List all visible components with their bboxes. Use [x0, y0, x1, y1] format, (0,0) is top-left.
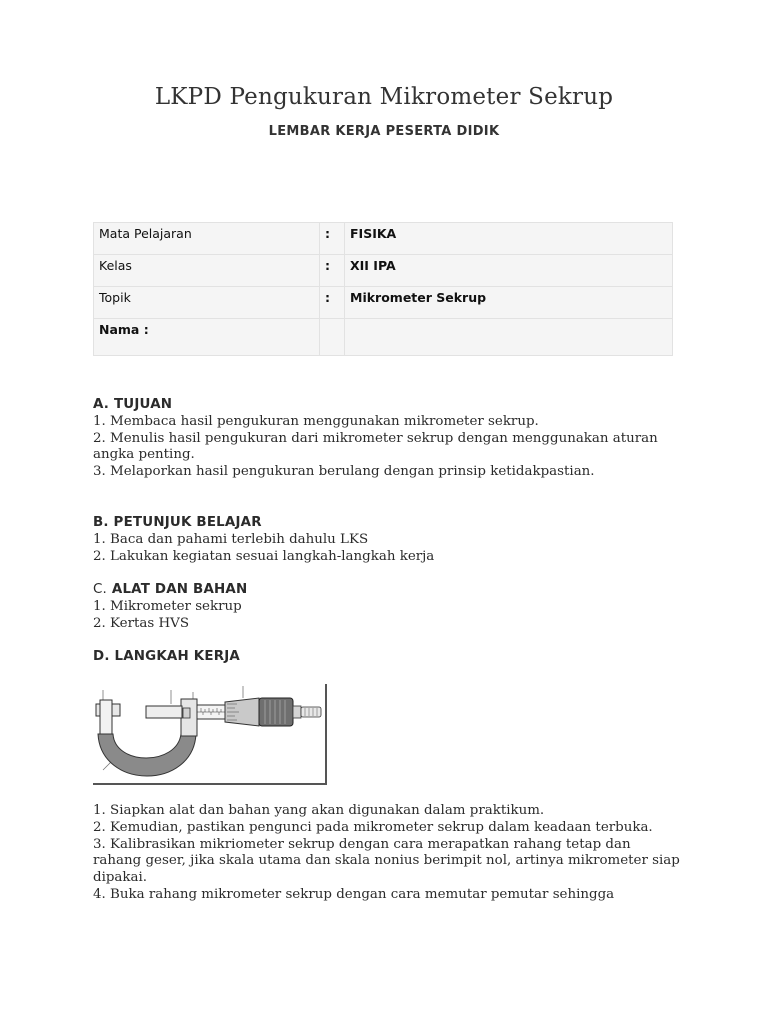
- table-cell-label: Mata Pelajaran: [94, 223, 320, 255]
- table-cell-separator: :: [320, 255, 345, 287]
- micrometer-screw-gauge-icon: [93, 684, 328, 786]
- section-tujuan: [93, 397, 683, 481]
- table-row: [94, 319, 673, 356]
- table-cell-value: XII IPA: [345, 255, 673, 287]
- table-cell-separator: [320, 319, 345, 356]
- table-cell-value: FISIKA: [345, 223, 673, 255]
- section-heading: D. LANGKAH KERJA: [93, 649, 240, 664]
- page-title: LKPD Pengukuran Mikrometer Sekrup: [154, 84, 614, 110]
- list-item: 2. Kertas HVS: [93, 615, 190, 631]
- section-heading: A. TUJUAN: [93, 397, 173, 412]
- page-subtitle: LEMBAR KERJA PESERTA DIDIK: [268, 124, 500, 139]
- name-field[interactable]: [345, 319, 673, 356]
- list-item: 3. Kalibrasikan mikriometer sekrup dengan cara merapatkan rahang tetap dan rahang geser, jika skala utama dan skala nonius berimpit nol, artinya mikrometer siap dipakai.: [93, 836, 680, 886]
- list-item: 1. Membaca hasil pengukuran menggunakan mikrometer sekrup.: [93, 413, 539, 429]
- micrometer-image: [93, 684, 328, 786]
- section-heading: [93, 582, 683, 599]
- list-item: 3. Melaporkan hasil pengukuran berulang dengan prinsip ketidakpastian.: [93, 464, 595, 480]
- section-heading-text: ALAT DAN BAHAN: [111, 582, 248, 597]
- identity-table: [93, 222, 673, 356]
- section-langkah-steps: [93, 803, 683, 904]
- table-cell-label: Topik: [94, 287, 320, 319]
- table-cell-label: Nama :: [94, 319, 320, 356]
- section-alat: [93, 582, 683, 632]
- list-item: 2. Kemudian, pastikan pengunci pada mikrometer sekrup dalam keadaan terbuka.: [93, 819, 653, 835]
- list-item: 2. Lakukan kegiatan sesuai langkah-langkah kerja: [93, 548, 435, 564]
- table-cell-label: Kelas: [94, 255, 320, 287]
- table-cell-separator: :: [320, 287, 345, 319]
- list-item: 1. Mikrometer sekrup: [93, 598, 242, 614]
- section-petunjuk: [93, 515, 683, 565]
- list-item: 4. Buka rahang mikrometer sekrup dengan cara memutar pemutar sehingga: [93, 886, 615, 902]
- list-item: 1. Baca dan pahami terlebih dahulu LKS: [93, 531, 369, 547]
- table-row: [94, 287, 673, 319]
- section-heading: B. PETUNJUK BELAJAR: [93, 515, 262, 530]
- table-row: [94, 255, 673, 287]
- table-row: [94, 223, 673, 255]
- list-item: 1. Siapkan alat dan bahan yang akan digunakan dalam praktikum.: [93, 803, 545, 818]
- table-cell-separator: :: [320, 223, 345, 255]
- list-item: 2. Menulis hasil pengukuran dari mikrometer sekrup dengan menggunakan aturan angka penting.: [93, 430, 658, 463]
- section-heading-letter: C.: [93, 582, 108, 597]
- table-cell-value: Mikrometer Sekrup: [345, 287, 673, 319]
- section-langkah: [93, 649, 683, 666]
